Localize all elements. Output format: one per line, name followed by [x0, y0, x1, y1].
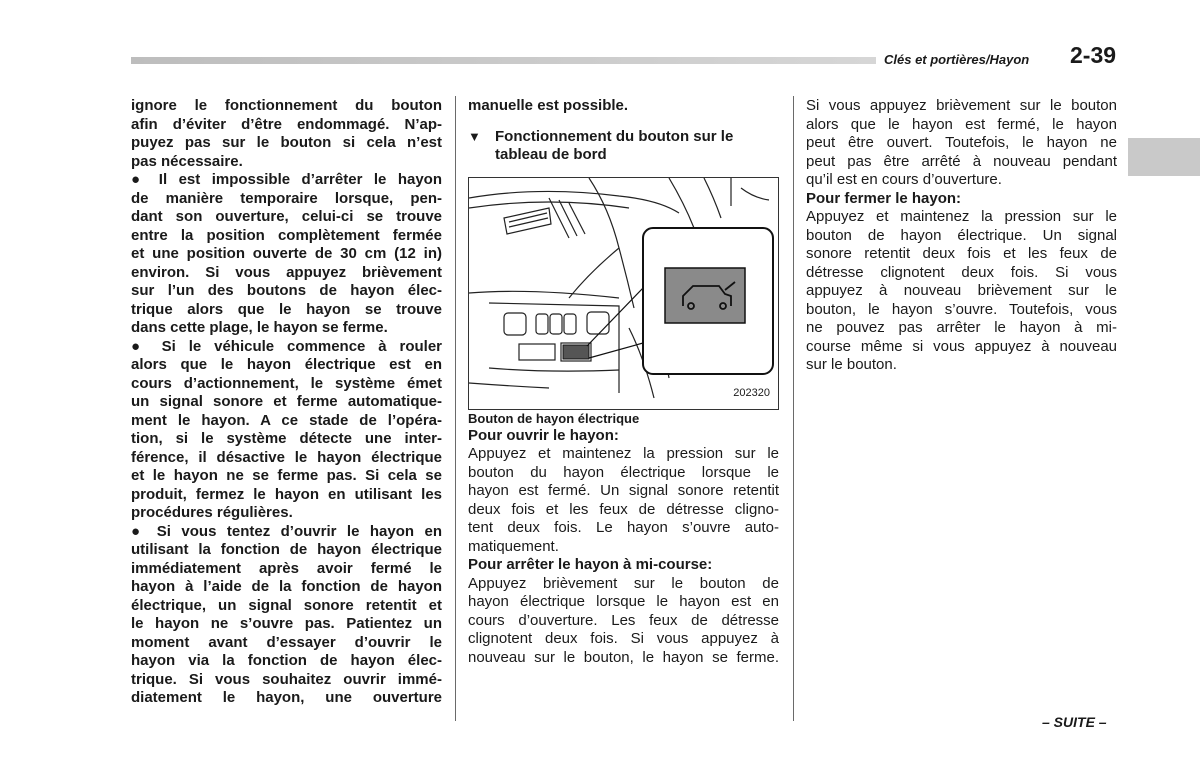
text-line: diatement le hayon, une ouverture [131, 689, 442, 706]
text-line: Si vous appuyez brièvement sur le bouton [806, 97, 1117, 114]
text-line: et le hayon ne se ferme pas. Si cela se [131, 467, 442, 484]
section-heading: Pour ouvrir le hayon: [468, 426, 619, 444]
text-line: alors que le hayon est fermé, le hayon [806, 115, 1117, 133]
text-line: cours d’ouverture. Les feux de détresse [468, 611, 779, 629]
text-line: électrique, un signal sonore retentit et [131, 596, 442, 614]
text-line: sonore retentit deux fois et les feux de [806, 245, 1117, 262]
text-line: hayon est fermé. Un signal sonore retentit [468, 482, 779, 499]
text-line: trique. Si vous souhaitez ouvrir immé- [131, 670, 442, 688]
text-line: appuyez à nouveau brièvement sur le [806, 282, 1117, 299]
text-line: pas nécessaire. [131, 152, 243, 170]
subheading-line: tableau de bord [495, 146, 607, 163]
header-rule [131, 57, 876, 64]
text-line: dans cette plage, le hayon se ferme. [131, 319, 388, 336]
column-2 [468, 97, 779, 667]
text-line: qu’il est en cours d’ouverture. [806, 171, 1002, 188]
text-line: et une position ouverte de 30 cm (12 in) [131, 245, 442, 262]
text-line: détresse clignotent deux fois. Si vous [806, 263, 1117, 281]
text-line: cours d’actionnement, le système émet [131, 374, 442, 392]
dashboard-drawing [469, 178, 778, 409]
figure-code: 202320 [733, 387, 770, 399]
text-line: dant son ouverture, celui-ci se trouve [131, 208, 442, 225]
section-heading: Pour arrêter le hayon à mi-course: [468, 556, 713, 573]
chapter-tab [1128, 138, 1200, 176]
text-line: ment le hayon. A ce stade de l’opéra- [131, 411, 442, 429]
text-line: moment avant d’essayer d’ouvrir le [131, 633, 442, 651]
continued-marker: – SUITE – [1042, 714, 1107, 730]
text-line: utilisant la fonction de hayon électrique [131, 541, 442, 558]
text-line: course même si vous appuyez à nouveau [806, 337, 1117, 355]
text-line: sur le bouton. [806, 356, 897, 373]
page-number: 2-39 [1070, 42, 1117, 68]
text-line: puyez pas sur le bouton si cela n’est [131, 134, 442, 151]
text-line: procédures régulières. [131, 504, 293, 521]
text-line: peut pas être arrêté à nouveau pendant [806, 152, 1117, 170]
text-line: un signal sonore et ferme automatique- [131, 393, 442, 410]
text-line: matiquement. [468, 537, 559, 555]
column-1 [131, 97, 442, 708]
text-line: sur l’un des boutons de hayon élec- [131, 282, 442, 299]
section-title: Clés et portières/Hayon [884, 52, 1030, 67]
text-line: clignotent deux fois. Si vous appuyez à [468, 630, 779, 647]
section-heading: Pour fermer le hayon: [806, 189, 962, 207]
text-line: bouton, le hayon s’ouvre. Toutefois, vous [806, 300, 1117, 318]
text-line: peut être ouvert. Toutefois, le hayon ne [806, 134, 1117, 151]
column-divider [793, 96, 794, 721]
text-line: immédiatement après avoir fermé le [131, 559, 442, 577]
triangle-marker-icon: ▼ [468, 128, 481, 144]
text-line: manuelle est possible. [468, 97, 629, 114]
subheading-line: Fonctionnement du bouton sur le [495, 127, 734, 145]
text-line: le hayon ne s’ouvre pas. Patientez un [131, 615, 442, 632]
dashboard-illustration [468, 177, 779, 410]
text-line: Appuyez et maintenez la pression sur le [468, 445, 779, 462]
text-line: ● Si vous tentez d’ouvrir le hayon en [131, 522, 442, 540]
text-line: produit, fermez le hayon en utilisant les [131, 485, 442, 503]
text-line: ignore le fonctionnement du bouton [131, 97, 442, 114]
text-line: bouton de hayon électrique. Un signal [806, 226, 1117, 244]
text-line: de manière temporaire lorsque, pen- [131, 189, 442, 207]
text-line: ● Il est impossible d’arrêter le hayon [131, 171, 442, 188]
text-line: deux fois et les feux de détresse cligno- [468, 500, 779, 518]
subheading [468, 128, 779, 165]
text-line: environ. Si vous appuyez brièvement [131, 263, 442, 281]
text-line: nouveau sur le bouton, le hayon se ferme. [468, 648, 779, 666]
text-line: férence, il désactive le hayon électrique [131, 448, 442, 466]
text-line: ne pouvez pas arrêter le hayon à mi- [806, 319, 1117, 336]
text-line: alors que le hayon électrique est en [131, 356, 442, 373]
text-line: Appuyez brièvement sur le bouton de [468, 574, 779, 592]
text-line: bouton du hayon électrique lorsque le [468, 463, 779, 481]
text-line: entre la position complètement fermée [131, 226, 442, 244]
text-line: ● Si le véhicule commence à rouler [131, 337, 442, 355]
text-line: Appuyez et maintenez la pression sur le [806, 208, 1117, 225]
text-line: tent deux fois. Le hayon s’ouvre auto- [468, 519, 779, 536]
figure-caption: Bouton de hayon électrique [468, 410, 640, 426]
text-line: hayon via la fonction de hayon élec- [131, 652, 442, 669]
column-3 [806, 97, 1117, 375]
text-line: hayon électrique lorsque le hayon est en [468, 593, 779, 610]
column-divider [455, 96, 456, 721]
text-line: hayon à l’aide de la fonction de hayon [131, 578, 442, 595]
text-line: tion, si le système détecte une inter- [131, 430, 442, 447]
text-line: trique alors que le hayon se trouve [131, 300, 442, 318]
text-line: afin d’éviter d’être endommagé. N’ap- [131, 115, 442, 133]
